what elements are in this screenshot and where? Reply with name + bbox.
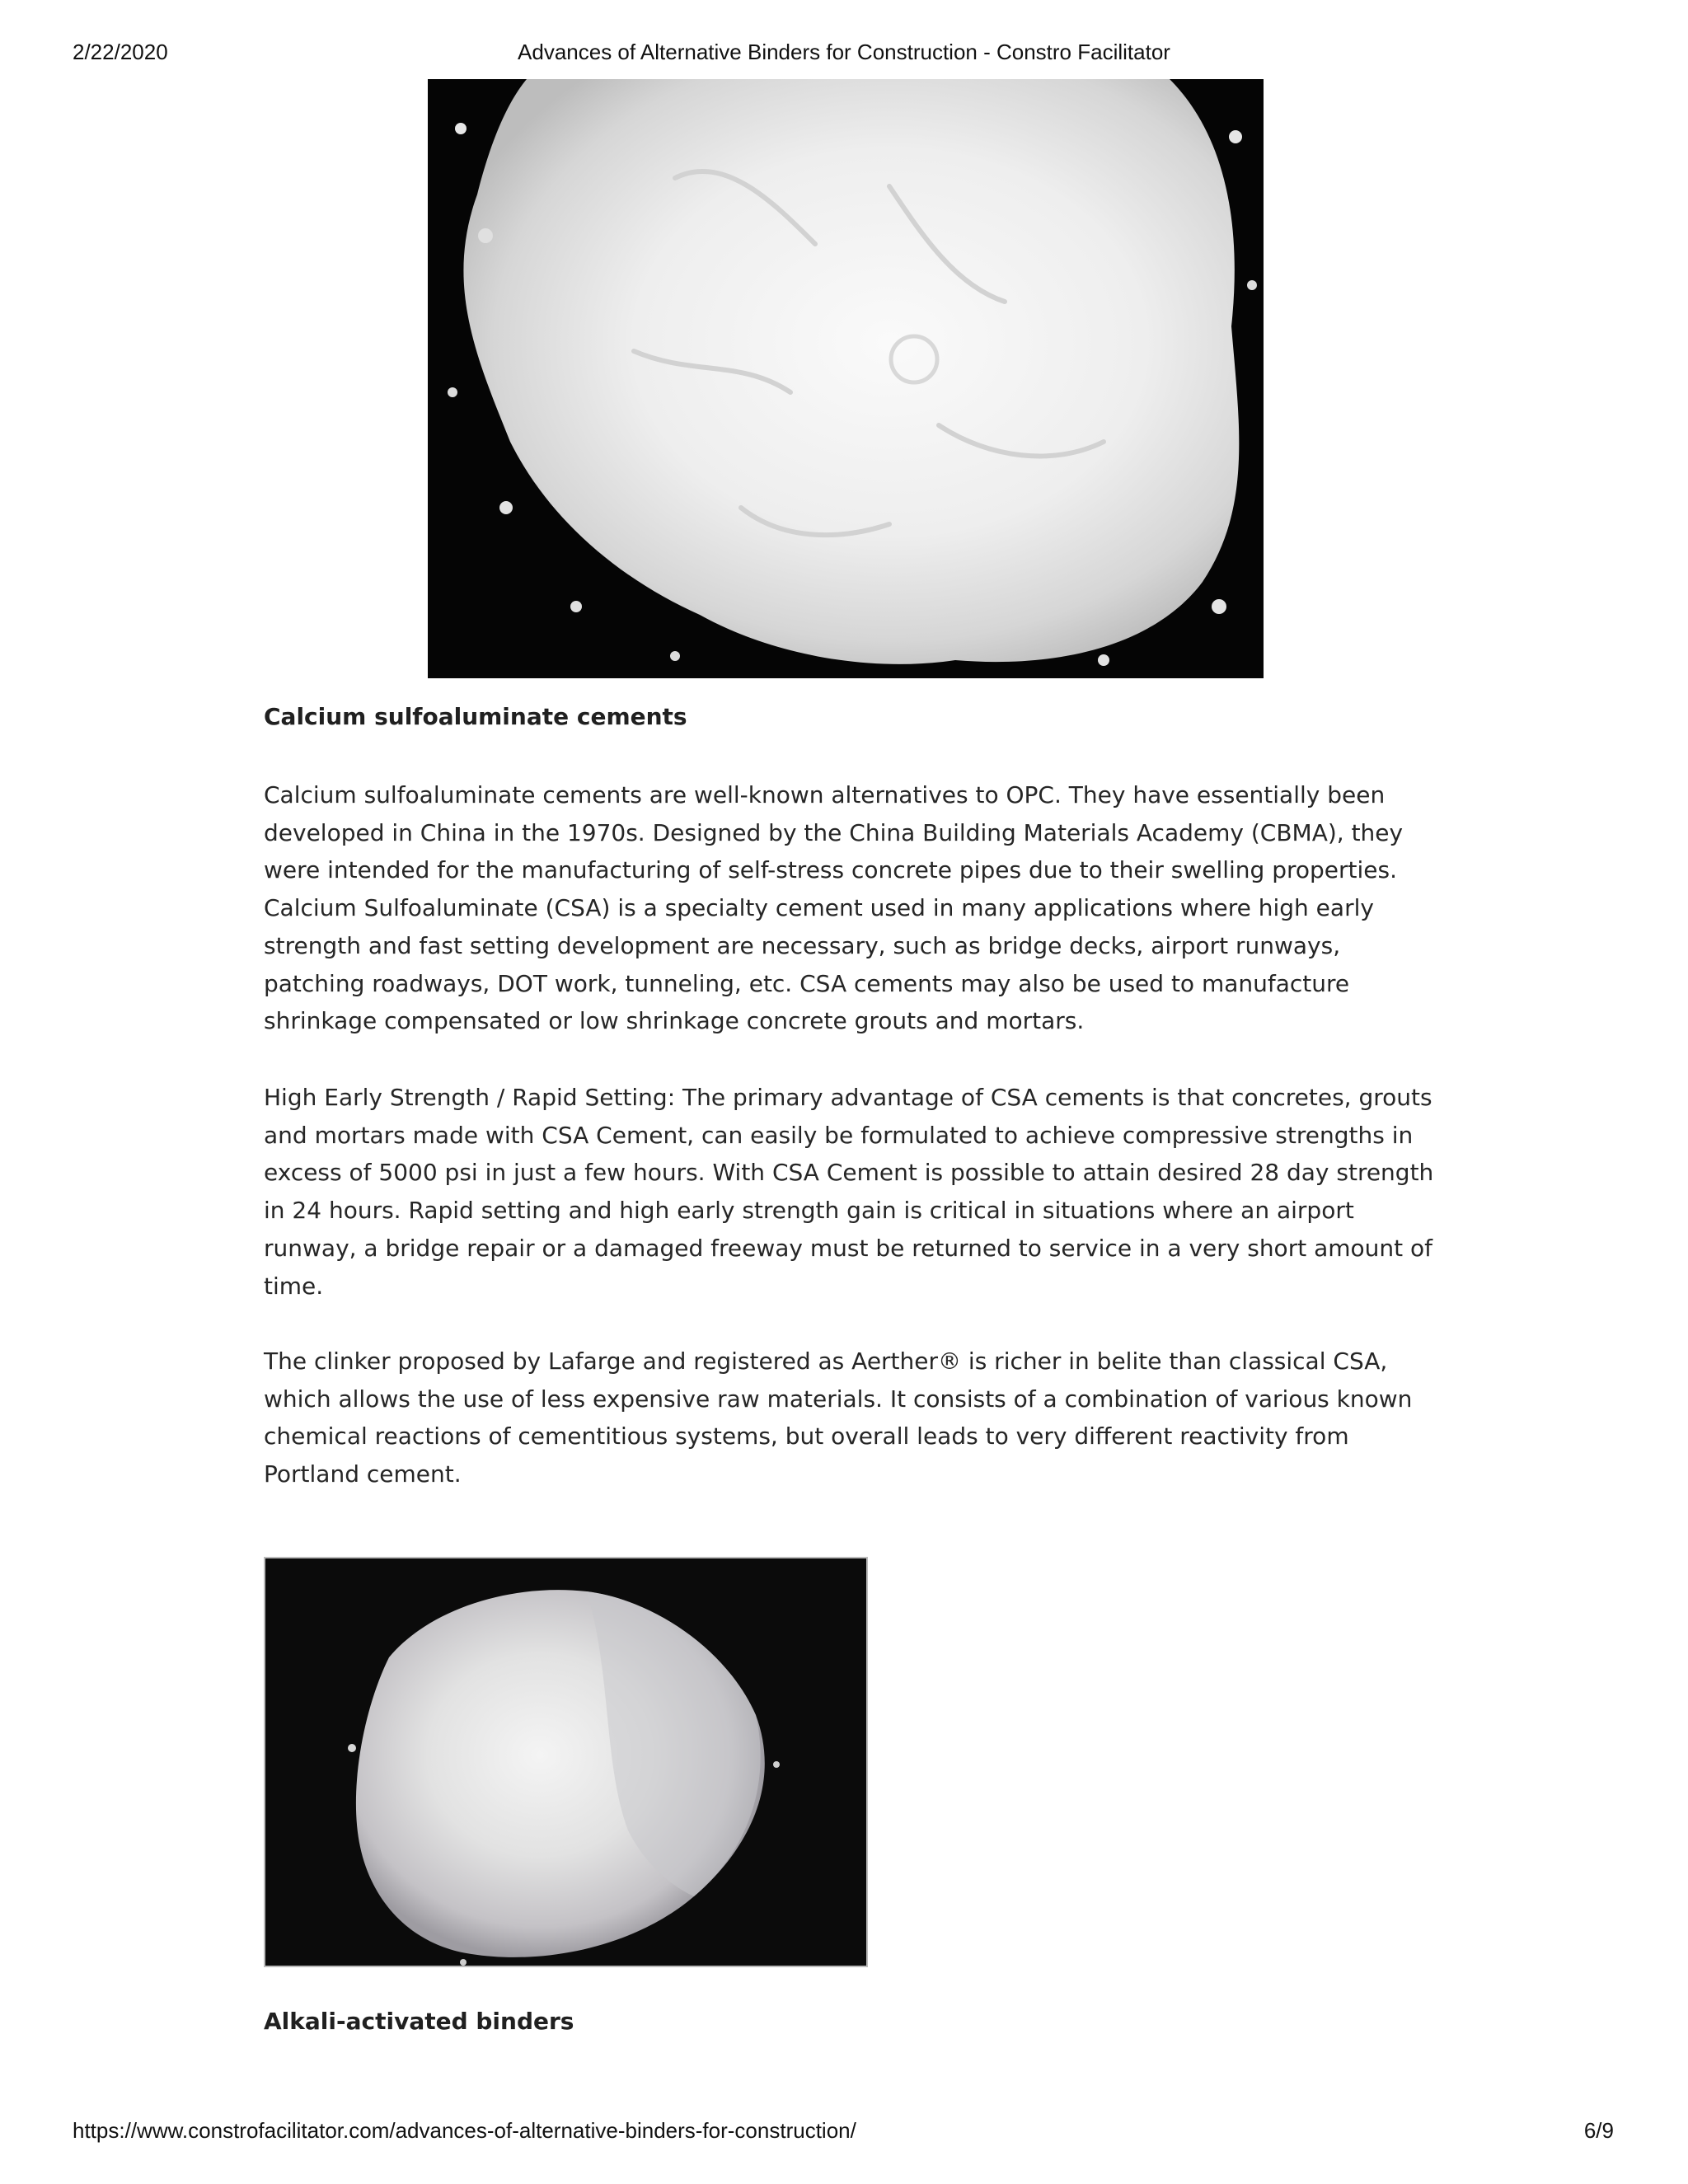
calcium-sulfoaluminate-powder-image	[428, 79, 1264, 678]
paragraph-high-early-strength: High Early Strength / Rapid Setting: The primary advantage of CSA cements is that concretes, grouts and mortars made with CSA Cement, can easily be formulated to achieve compressive strengths in excess of 5000 psi in just a few hours. With CSA Cement is possible to attain desired 28 day strength in 24 hours. Rapid setting and high early strength gain is critical in situations where an airport runway, a bridge repair or a damaged freeway must be returned to service in a very short amount of time.	[264, 1084, 1434, 1300]
print-page-title: Advances of Alternative Binders for Construction - Constro Facilitator	[518, 40, 1170, 64]
white-powder-photo-icon	[265, 1558, 866, 1966]
paragraph-csa-intro: Calcium sulfoaluminate cements are well-known alternatives to OPC. They have essentially been developed in China in the 1970s. Designed by the China Building Materials Academy (CBMA), they were intended for the manufacturing of self-stress concrete pipes due to their swelling properties. Calcium Sulfoaluminate (CSA) is a specialty cement used in many applications where high early strength and fast setting development are necessary, such as bridge decks, airport runways, patching roadways, DOT work, tunneling, etc. CSA cements may also be used to manufacture shrinkage compensated or low shrinkage concrete grouts and mortars.	[264, 781, 1404, 1035]
print-header	[0, 40, 1688, 68]
white-powder-photo-icon	[428, 79, 1264, 678]
section-heading-calcium-sulfoaluminate: Calcium sulfoaluminate cements	[264, 703, 687, 730]
print-date: 2/22/2020	[73, 40, 168, 64]
print-url: https://www.constrofacilitator.com/advances-of-alternative-binders-for-construction/	[73, 2118, 856, 2143]
print-footer	[0, 2118, 1688, 2146]
paragraph-lafarge-clinker: The clinker proposed by Lafarge and registered as Aerther® is richer in belite than classical CSA, which allows the use of less expensive raw materials. It consists of a combination of various known chemical reactions of cementitious systems, but overall leads to very different reactivity from Portland cement.	[264, 1347, 1413, 1488]
section-heading-alkali-activated: Alkali-activated binders	[264, 2008, 574, 2035]
alkali-activated-powder-image	[264, 1557, 868, 1967]
print-page-number: 6/9	[1583, 2118, 1614, 2143]
